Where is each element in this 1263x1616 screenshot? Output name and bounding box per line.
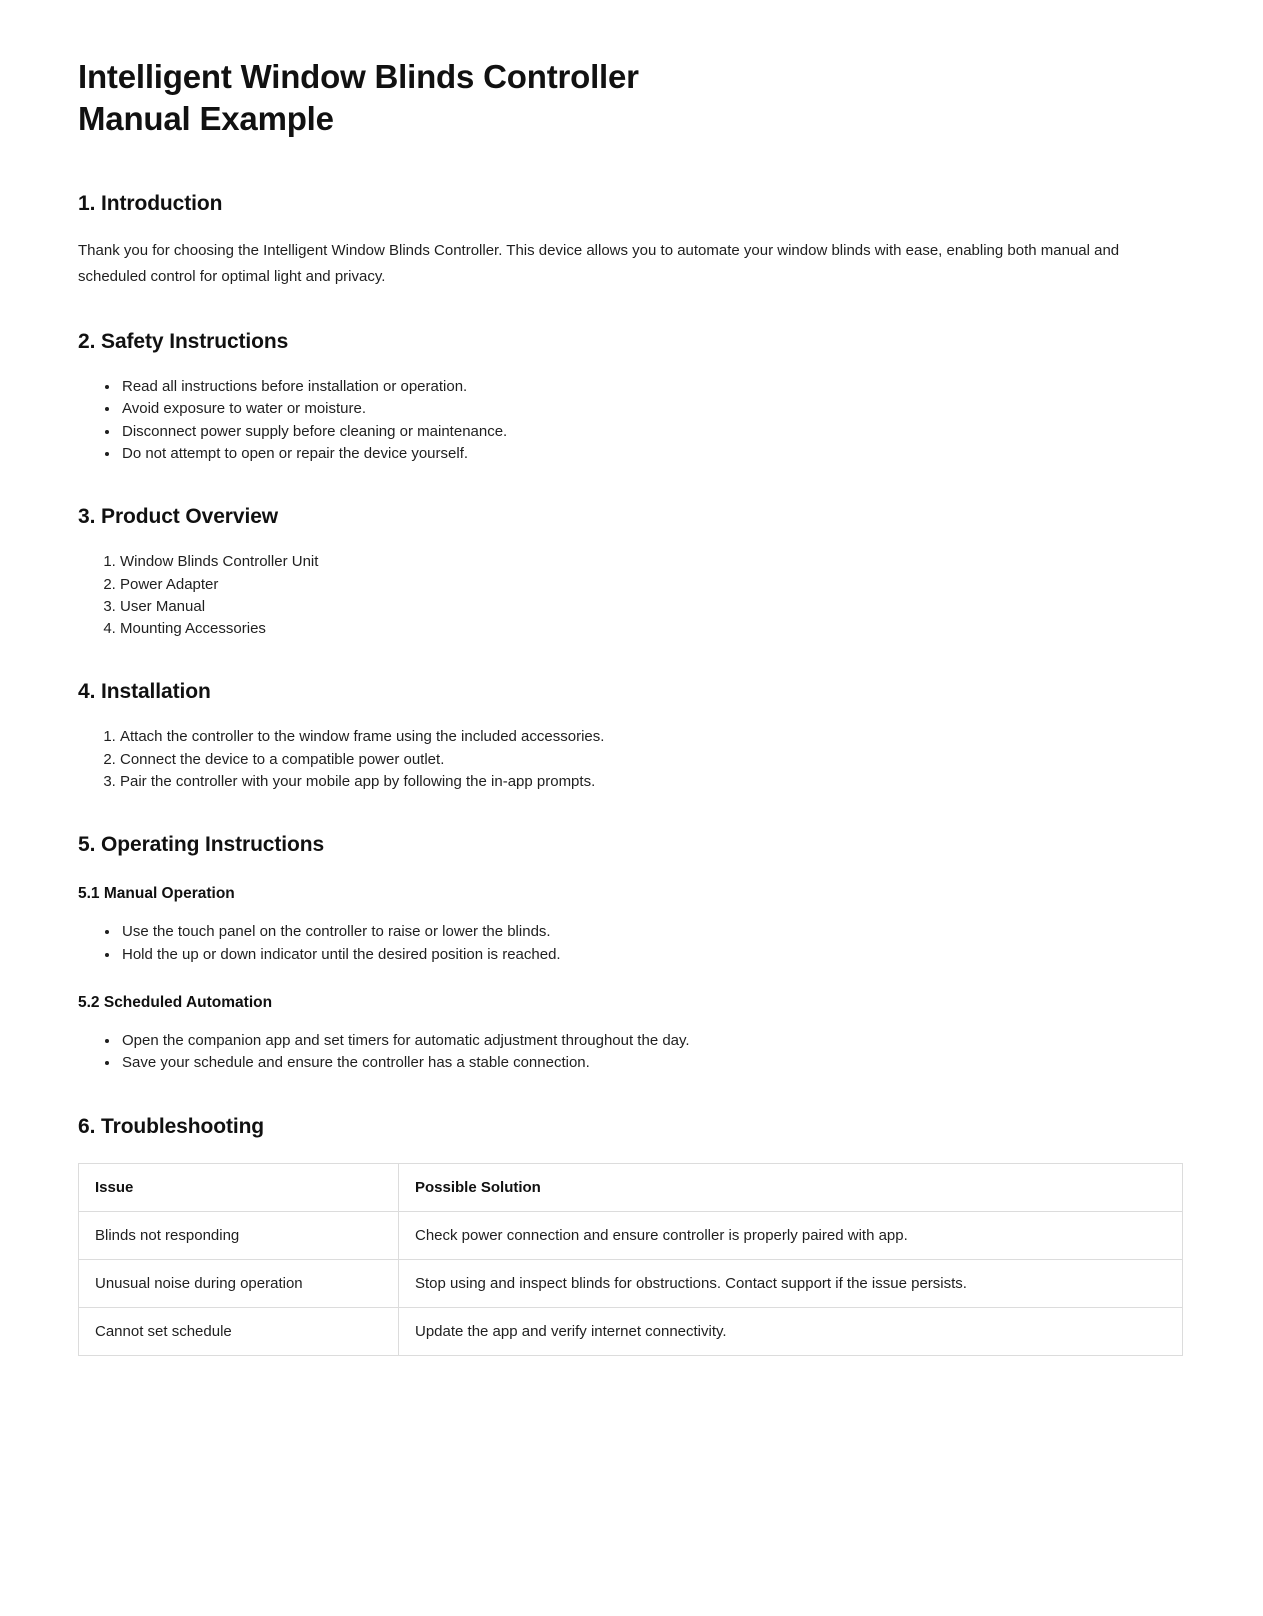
- spacer: [78, 793, 1185, 833]
- section-heading-introduction: 1. Introduction: [78, 192, 223, 216]
- spacer: [78, 903, 1185, 921]
- section-heading-troubleshooting: 6. Troubleshooting: [78, 1114, 265, 1138]
- list-item: 2. Power Adapter: [120, 574, 1185, 595]
- safety-instructions-list: [78, 376, 1185, 464]
- cell-issue: Unusual noise during operation: [79, 1259, 399, 1307]
- installation-list: [78, 726, 1185, 792]
- cell-issue: Cannot set schedule: [79, 1307, 399, 1355]
- list-item: 4. Mounting Accessories: [120, 618, 1185, 639]
- table-row: [79, 1211, 1183, 1259]
- list-item: • Save your schedule and ensure the controller has a stable connection.: [120, 1052, 1185, 1073]
- list-item: 1. Window Blinds Controller Unit: [120, 551, 1185, 572]
- list-item: • Hold the up or down indicator until the desired position is reached.: [120, 944, 1185, 965]
- cell-solution: Update the app and verify internet connectivity.: [399, 1307, 1183, 1355]
- list-item: • Open the companion app and set timers for automatic adjustment throughout the day.: [120, 1030, 1185, 1051]
- section-installation: [78, 680, 1185, 792]
- spacer: [78, 290, 1185, 330]
- list-item: • Do not attempt to open or repair the device yourself.: [120, 443, 1185, 464]
- section-operating-instructions: [78, 833, 1185, 1073]
- list-item: • Avoid exposure to water or moisture.: [120, 398, 1185, 419]
- section-heading-operating-instructions: 5. Operating Instructions: [78, 833, 325, 857]
- introduction-paragraph: Thank you for choosing the Intelligent Window Blinds Controller. This device allows you to automate your window blinds with ease, enabling both manual and scheduled control for optimal light and privacy.: [78, 242, 1120, 286]
- spacer: [78, 966, 1185, 994]
- spacer: [78, 640, 1185, 680]
- cell-solution: Check power connection and ensure controller is properly paired with app.: [399, 1211, 1183, 1259]
- section-safety-instructions: [78, 330, 1185, 464]
- section-troubleshooting: [78, 1115, 1185, 1356]
- table-row: [79, 1307, 1183, 1355]
- manual-operation-list: [78, 921, 1185, 965]
- table-header-row: [79, 1163, 1183, 1211]
- document-title: [78, 56, 838, 140]
- section-heading-installation: 4. Installation: [78, 680, 211, 704]
- product-overview-list: [78, 551, 1185, 639]
- cell-issue: Blinds not responding: [79, 1211, 399, 1259]
- list-item: 3. Pair the controller with your mobile app by following the in-app prompts.: [120, 771, 1185, 792]
- table-header: [79, 1163, 1183, 1211]
- section-introduction: [78, 192, 1185, 290]
- table-row: [79, 1259, 1183, 1307]
- spacer: [78, 857, 1185, 885]
- document-title-line-1: Intelligent Window Blinds Controller: [78, 58, 639, 95]
- troubleshooting-table: [78, 1163, 1183, 1356]
- scheduled-automation-list: [78, 1030, 1185, 1074]
- subsection-heading-manual-operation: 5.1 Manual Operation: [78, 885, 235, 903]
- section-heading-product-overview: 3. Product Overview: [78, 505, 279, 529]
- section-product-overview: [78, 505, 1185, 639]
- spacer: [78, 1012, 1185, 1030]
- document-title-line-2: Manual Example: [78, 100, 334, 138]
- spacer: [78, 354, 1185, 376]
- list-item: • Disconnect power supply before cleaning or maintenance.: [120, 421, 1185, 442]
- list-item: 1. Attach the controller to the window frame using the included accessories.: [120, 726, 1185, 747]
- spacer: [78, 704, 1185, 726]
- list-item: • Use the touch panel on the controller to raise or lower the blinds.: [120, 921, 1185, 942]
- cell-solution: Stop using and inspect blinds for obstructions. Contact support if the issue persists.: [399, 1259, 1183, 1307]
- spacer: [78, 465, 1185, 505]
- list-item: 2. Connect the device to a compatible power outlet.: [120, 749, 1185, 770]
- list-item: 3. User Manual: [120, 596, 1185, 617]
- spacer: [78, 529, 1185, 551]
- spacer: [78, 1075, 1185, 1115]
- spacer: [78, 140, 1185, 192]
- spacer: [78, 216, 1185, 238]
- list-item: • Read all instructions before installation or operation.: [120, 376, 1185, 397]
- column-header-possible-solution: Possible Solution: [399, 1163, 1183, 1211]
- column-header-issue: Issue: [79, 1163, 399, 1211]
- table-body: [79, 1211, 1183, 1355]
- section-heading-safety-instructions: 2. Safety Instructions: [78, 330, 289, 354]
- subsection-heading-scheduled-automation: 5.2 Scheduled Automation: [78, 993, 273, 1011]
